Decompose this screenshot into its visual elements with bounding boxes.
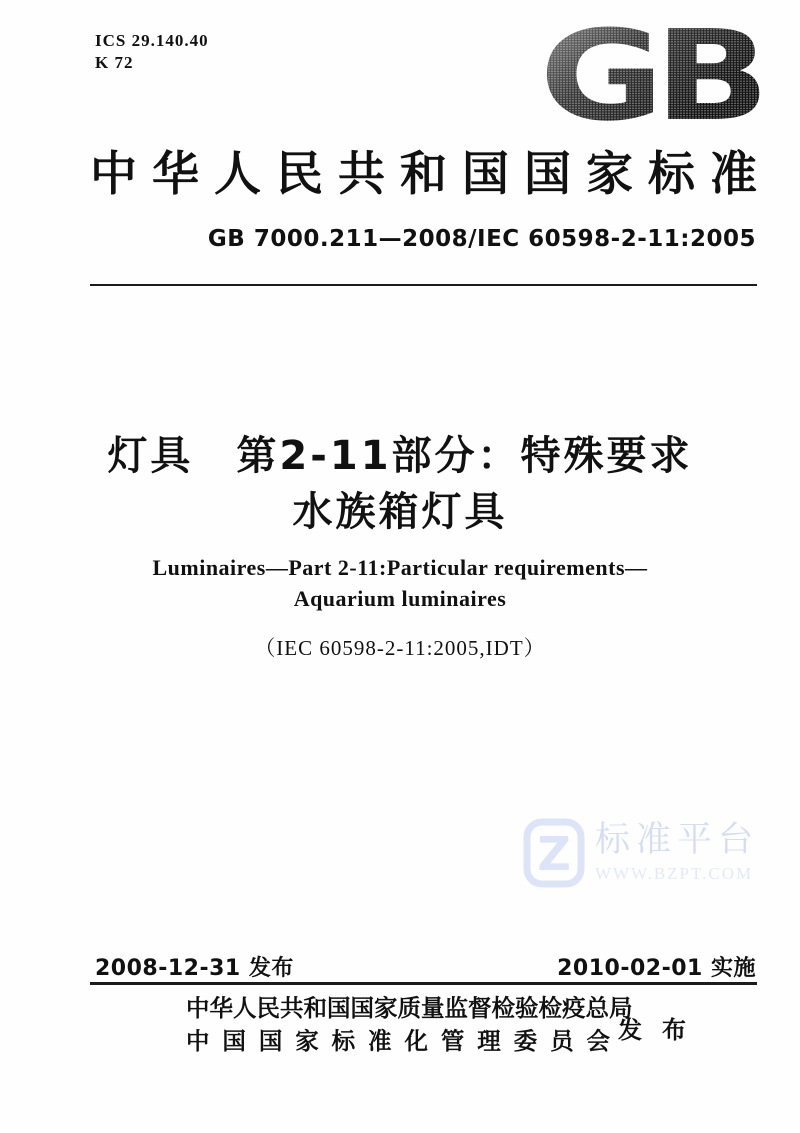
title-chinese-line1: 灯具 第2-11部分：特殊要求 [107, 433, 693, 479]
issuer-block [186, 993, 633, 1059]
title-english-line1: Luminaires—Part 2-11:Particular requirements— [152, 555, 648, 580]
issue-date: 2008-12-31 发布 [95, 956, 294, 981]
watermark-name: 标准平台 [595, 820, 760, 860]
doc-class-code: K 72 [95, 53, 134, 72]
gb-logo: GB [539, 3, 760, 149]
title-english-line2: Aquarium luminaires [293, 586, 507, 611]
national-standard-header: 中华人民共和国国家标准 [90, 149, 757, 201]
ics-code: ICS 29.140.40 [95, 31, 209, 50]
issuer-line2: 中国国家标准化管理委员会 [186, 1029, 610, 1055]
watermark-url: WWW.BZPT.COM [595, 864, 754, 883]
standard-number: GB 7000.211—2008/IEC 60598-2-11:2005 [207, 226, 756, 252]
title-chinese-line2: 水族箱灯具 [292, 489, 508, 535]
implement-date: 2010-02-01 实施 [557, 956, 756, 981]
release-label: 发布 [618, 1018, 706, 1044]
horizontal-rule-top [90, 284, 757, 286]
watermark [523, 818, 759, 888]
title-english [0, 552, 800, 614]
watermark-text [595, 818, 759, 884]
bzpt-logo-icon [523, 818, 585, 888]
horizontal-rule-bottom [90, 982, 757, 985]
bzpt-logo-letter: Z [537, 827, 571, 881]
title-chinese [0, 428, 800, 540]
iec-reference: （IEC 60598-2-11:2005,IDT） [254, 636, 546, 660]
issuer-line1: 中华人民共和国国家质量监督检验检疫总局 [186, 996, 633, 1022]
ics-codes [95, 30, 209, 74]
